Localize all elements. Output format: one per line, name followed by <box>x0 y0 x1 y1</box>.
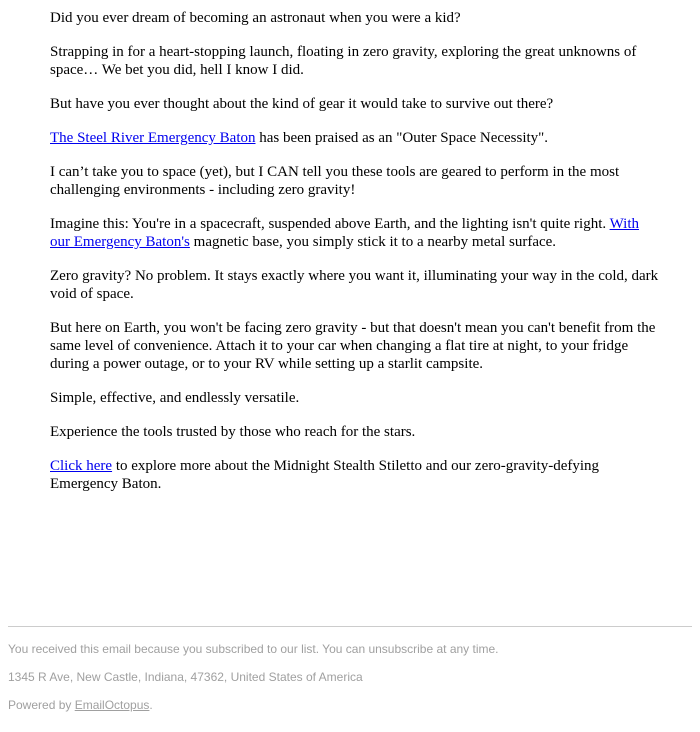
emergency-baton-link[interactable]: With our Emergency Baton's <box>50 216 639 250</box>
paragraph-call-to-action-text: to explore more about the Midnight Stealth Stiletto and our zero-gravity-defying Emergency Baton. <box>50 458 600 492</box>
paragraph-imagine-spacecraft <box>50 215 660 251</box>
paragraph-zero-gravity: Zero gravity? No problem. It stays exactly where you want it, illuminating your way in the cold, dark void of space. <box>50 268 659 302</box>
powered-by <box>8 698 692 713</box>
paragraph-tools-performance: I can’t take you to space (yet), but I CAN tell you these tools are geared to perform in the most challenging environments - including zero gravity! <box>50 164 620 198</box>
paragraph-imagine-text-after: magnetic base, you simply stick it to a nearby metal surface. <box>189 234 557 250</box>
email-body <box>50 0 660 509</box>
paragraph-versatile: Simple, effective, and endlessly versatile. <box>50 390 300 406</box>
mailing-address: 1345 R Ave, New Castle, Indiana, 47362, United States of America <box>8 670 363 684</box>
click-here-link[interactable]: Click here <box>50 458 113 474</box>
powered-by-prefix: Powered by <box>8 698 75 712</box>
paragraph-imagine-text-before: Imagine this: You're in a spacecraft, suspended above Earth, and the lighting isn't quite right. <box>50 216 610 232</box>
steel-river-baton-link[interactable]: The Steel River Emergency Baton <box>50 130 256 146</box>
paragraph-call-to-action <box>50 457 660 493</box>
paragraph-trusted-tools: Experience the tools trusted by those who reach for the stars. <box>50 424 416 440</box>
paragraph-earth-convenience: But here on Earth, you won't be facing zero gravity - but that doesn't mean you can't benefit from the same level of convenience. Attach it to your car when changing a flat tire at night, to your fridge during a power outage, or to your RV while setting up a starlit campsite. <box>50 320 656 372</box>
footer-divider <box>8 626 692 627</box>
emailoctopus-link[interactable]: EmailOctopus <box>74 698 150 712</box>
email-footer <box>8 626 692 726</box>
paragraph-astronaut-dream: Did you ever dream of becoming an astronaut when you were a kid? <box>50 10 461 26</box>
powered-by-suffix: . <box>149 698 153 712</box>
subscription-notice: You received this email because you subscribed to our list. You can unsubscribe at any time. <box>8 642 499 656</box>
paragraph-space-launch: Strapping in for a heart-stopping launch, floating in zero gravity, exploring the great unknowns of space… We bet you did, hell I know I did. <box>50 44 637 78</box>
paragraph-baton-praise-text: has been praised as an "Outer Space Necessity". <box>255 130 549 146</box>
paragraph-baton-praise <box>50 129 660 147</box>
paragraph-gear-question: But have you ever thought about the kind of gear it would take to survive out there? <box>50 96 554 112</box>
